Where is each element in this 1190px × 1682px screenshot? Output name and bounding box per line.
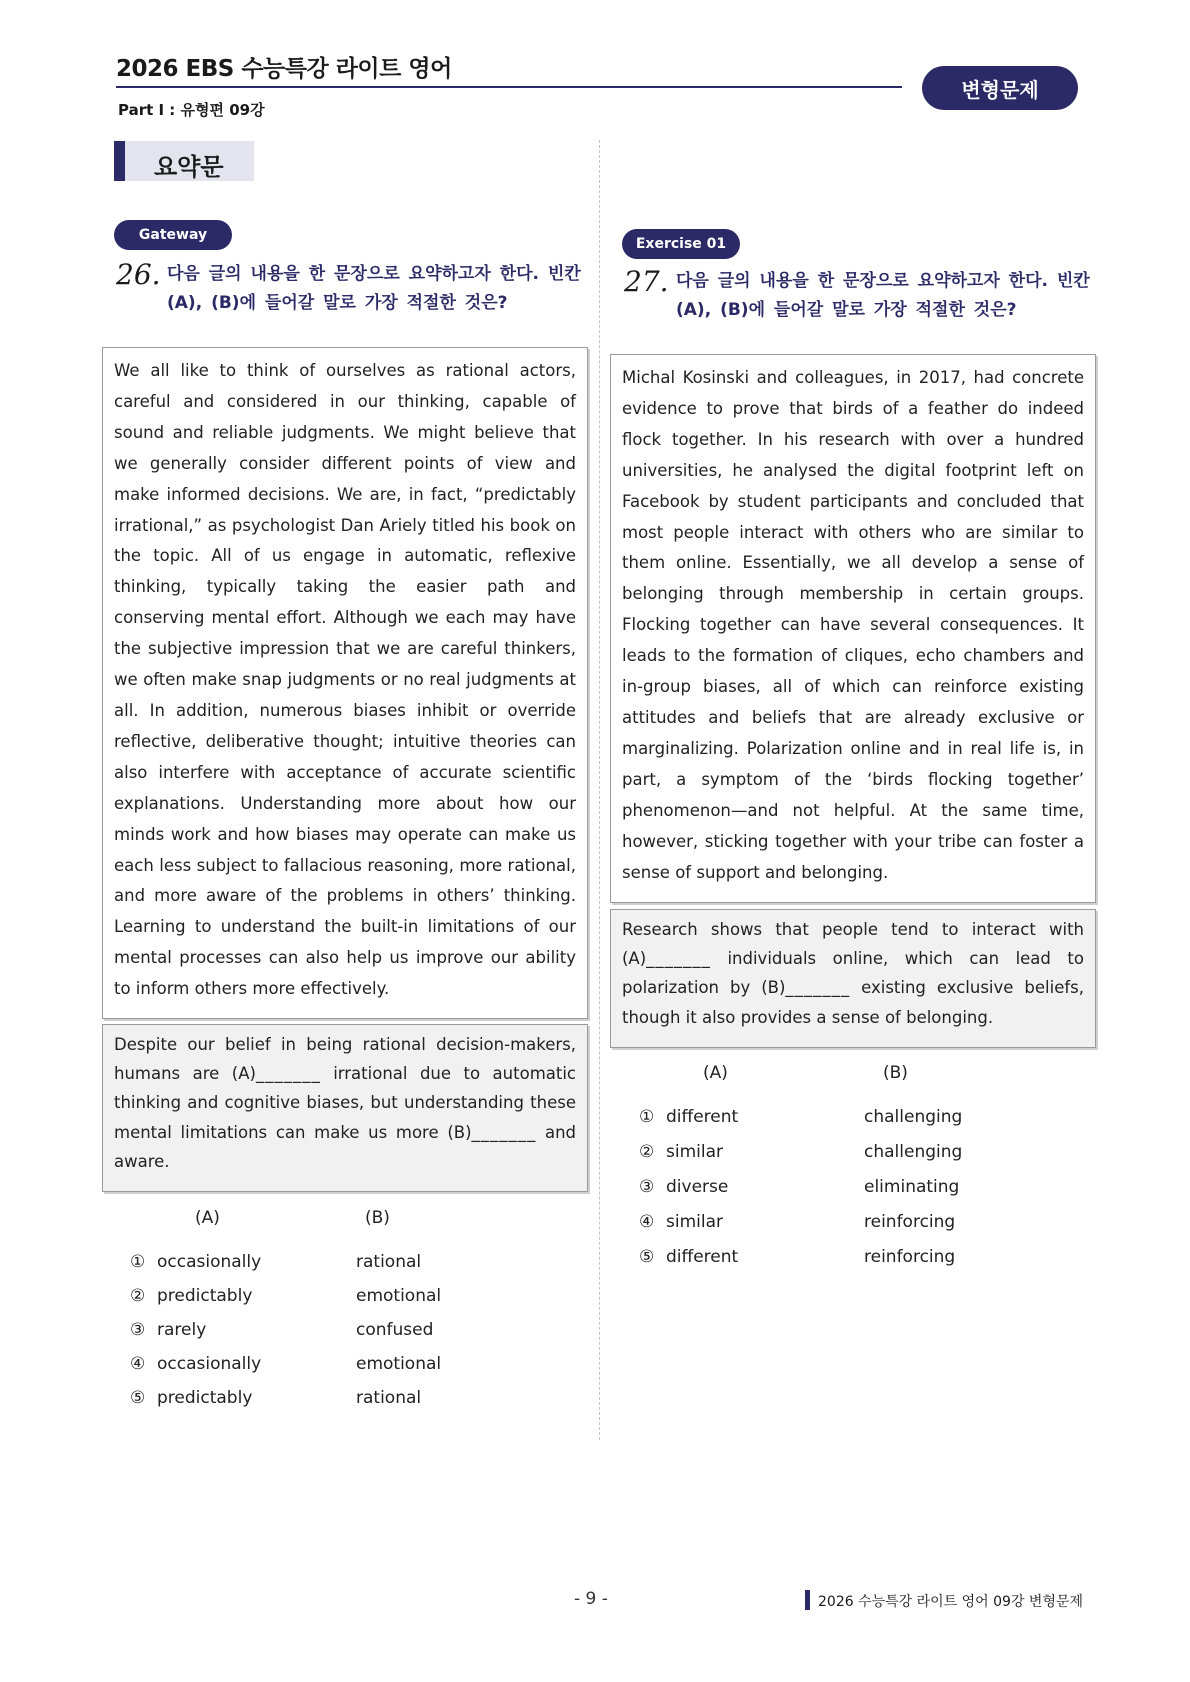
question-text-line1: 다음 글의 내용을 한 문장으로 요약하고자 한다. 빈칸 xyxy=(167,264,581,284)
blank-b: _______ xyxy=(785,978,851,998)
question-number: 27. xyxy=(624,265,669,298)
answer-option-b: confused xyxy=(356,1320,434,1340)
answer-option[interactable]: ② predictably xyxy=(130,1286,253,1306)
column-b-header: (B) xyxy=(365,1208,390,1228)
summary-text-2: individuals online, which can lead to polarization by (B) xyxy=(622,949,1084,998)
answer-option[interactable]: ② similar xyxy=(639,1142,723,1162)
answer-option-b: rational xyxy=(356,1388,422,1408)
passage-text: We all like to think of ourselves as rational actors, careful and considered in our thinking, capable of sound and reliable judgments. We might believe that we generally consider different points of view and make informed decisions. We are, in fact, “predictably irrational,” as psychologist Dan Ariely titled his book on the topic. All of us engage in automatic, reflexive thinking, typically taking the easier path and conserving mental effort. Although we each may have the subjective impression that we are careful thinkers, we often make snap judgments or no real judgments at all. In addition, numerous biases inhibit or override reflective, deliberative thought; intuitive theories can also interfere with acceptance of accurate scientific explanations. Understanding more about how our minds work and how biases may operate can make us each less subject to fallacious reasoning, more rational, and more aware of the problems in others’ thinking. Learning to understand the built-in limitations of our mental processes can also help us improve our ability to inform others more effectively. xyxy=(114,361,576,999)
question-text-line2: (A), (B)에 들어갈 말로 가장 적절한 것은? xyxy=(167,293,508,313)
passage-text: Michal Kosinski and colleagues, in 2017, had concrete evidence to prove that birds of a feather do indeed flock together. In his research with over a hundred universities, he analysed the digital footprint left on Facebook by student participants and concluded that most people interact with others who are similar to them online. Essentially, we all develop a sense of belonging through membership in certain groups. Flocking together can have several consequences. It leads to the formation of cliques, echo chambers and in-group biases, all of which can reinforce existing attitudes and beliefs that are already exclusive or marginalizing. Polarization online and in real life is, in part, a symptom of the ‘birds flocking together’ phenomenon—and not helpful. At the same time, however, sticking together with your tribe can foster a sense of support and belonging. xyxy=(622,368,1084,882)
summary-text-1: Research shows that people tend to interact with (A) xyxy=(622,920,1084,969)
answer-option[interactable]: ④ similar xyxy=(639,1212,723,1232)
blank-a: _______ xyxy=(646,949,711,969)
question-text-line2: (A), (B)에 들어갈 말로 가장 적절한 것은? xyxy=(676,300,1017,320)
summary-text-2: irrational due to automatic thinking and cognitive biases, but understanding these mental limitations can make us more (B) xyxy=(114,1064,576,1142)
page-number: - 9 - xyxy=(574,1589,608,1609)
footer-label: 2026 수능특강 라이트 영어 09강 변형문제 xyxy=(818,1594,1084,1610)
answer-option-b: emotional xyxy=(356,1286,442,1306)
section-title-bar xyxy=(114,141,125,181)
answer-option[interactable]: ① occasionally xyxy=(130,1252,262,1272)
summary-text-1: Despite our belief in being rational decision-makers, humans are (A) xyxy=(114,1035,576,1084)
answer-option-b: rational xyxy=(356,1252,422,1272)
answer-option[interactable]: ① different xyxy=(639,1107,739,1127)
answer-option-b: emotional xyxy=(356,1354,442,1374)
column-b-header: (B) xyxy=(883,1063,908,1083)
column-divider xyxy=(599,140,600,1440)
book-title: 2026 EBS 수능특강 라이트 영어 xyxy=(116,56,452,82)
answer-option-b: reinforcing xyxy=(864,1247,956,1267)
summary-box xyxy=(610,909,1096,1048)
answer-option-b: eliminating xyxy=(864,1177,960,1197)
answer-option[interactable]: ④ occasionally xyxy=(130,1354,262,1374)
column-a-header: (A) xyxy=(195,1208,220,1228)
answer-option-b: challenging xyxy=(864,1142,963,1162)
summary-box xyxy=(102,1024,588,1192)
answer-option-b: challenging xyxy=(864,1107,963,1127)
summary-text-3: and aware. xyxy=(114,1122,576,1171)
blank-a: _______ xyxy=(255,1064,321,1084)
passage-box xyxy=(610,354,1096,903)
part-label: Part Ⅰ : 유형편 09강 xyxy=(118,101,265,119)
answer-option[interactable]: ③ diverse xyxy=(639,1177,729,1197)
exercise-tag: Exercise 01 xyxy=(622,229,740,259)
blank-b: _______ xyxy=(471,1122,537,1142)
gateway-tag: Gateway xyxy=(114,220,232,250)
answer-option-b: reinforcing xyxy=(864,1212,956,1232)
answer-option[interactable]: ⑤ predictably xyxy=(130,1388,253,1408)
footer-bar xyxy=(805,1590,810,1610)
question-number: 26. xyxy=(116,258,161,291)
section-title: 요약문 xyxy=(154,153,224,181)
question-text-line1: 다음 글의 내용을 한 문장으로 요약하고자 한다. 빈칸 xyxy=(676,271,1090,291)
variant-badge: 변형문제 xyxy=(922,66,1078,110)
summary-text-3: existing exclusive beliefs, though it also provides a sense of belonging. xyxy=(622,978,1084,1027)
column-a-header: (A) xyxy=(703,1063,728,1083)
answer-option[interactable]: ⑤ different xyxy=(639,1247,739,1267)
passage-box xyxy=(102,347,588,1019)
header-rule xyxy=(116,86,902,88)
answer-option[interactable]: ③ rarely xyxy=(130,1320,207,1340)
